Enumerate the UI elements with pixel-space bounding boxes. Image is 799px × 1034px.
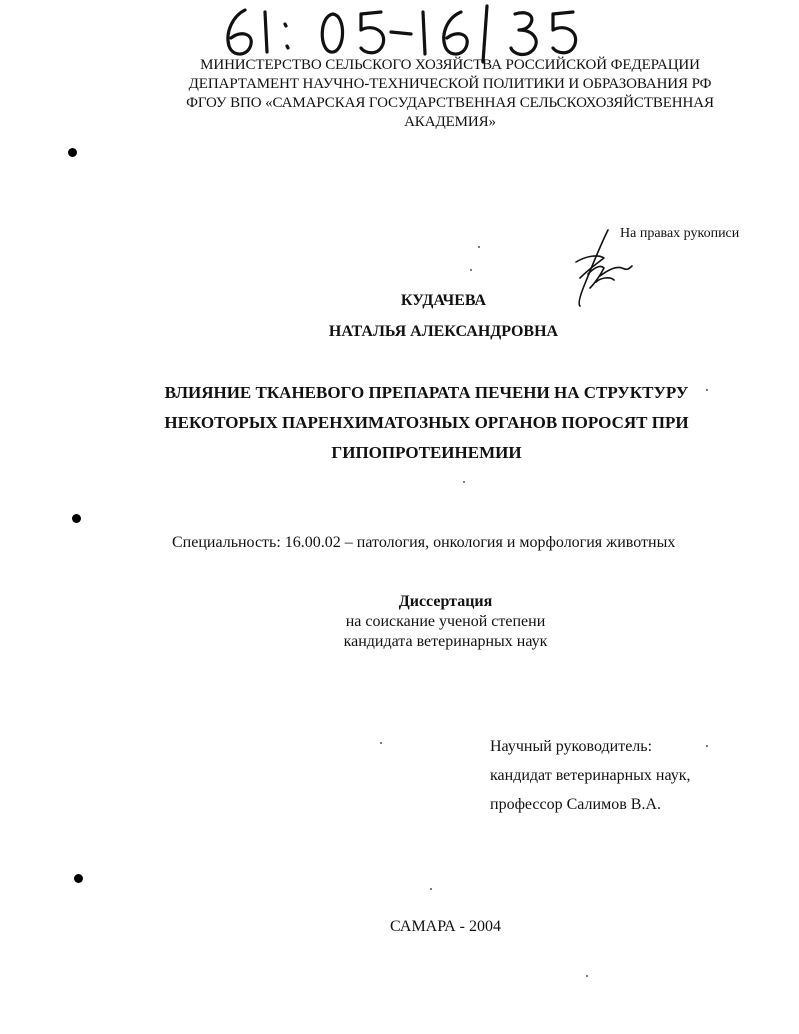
- handwritten-archive-number: [215, 2, 605, 64]
- advisor-degree: кандидат ветеринарных наук,: [490, 767, 691, 784]
- scan-dot: [470, 269, 472, 271]
- specialty-line: Специальность: 16.00.02 – патология, онкология и морфология животных: [172, 534, 676, 551]
- scan-dot: [380, 742, 382, 744]
- scan-speck: [74, 874, 83, 883]
- header-line-3: ФГОУ ВПО «САМАРСКАЯ ГОСУДАРСТВЕННАЯ СЕЛЬСКОХОЗЯЙСТВЕННАЯ: [186, 95, 714, 111]
- scan-dot: [463, 481, 465, 483]
- ministry-header: [100, 56, 799, 132]
- header-line-4: АКАДЕМИЯ»: [404, 114, 496, 130]
- city-year: САМАРА - 2004: [390, 918, 501, 935]
- author-surname: КУДАЧЕВА: [400, 292, 487, 309]
- scan-dot: [586, 975, 588, 977]
- rights-note: На правах рукописи: [620, 226, 740, 241]
- dissertation-heading: Диссертация: [398, 593, 493, 610]
- scan-dot: [430, 888, 432, 890]
- author-given-name: НАТАЛЬЯ АЛЕКСАНДРОВНА: [328, 323, 559, 340]
- title-line-3: ГИПОПРОТЕИНЕМИИ: [331, 443, 522, 462]
- scan-dot: [706, 389, 708, 391]
- dissertation-block: [46, 592, 799, 652]
- scan-dot: [478, 246, 480, 248]
- scan-speck: [68, 148, 77, 157]
- advisor-block: [490, 732, 691, 819]
- scan-dot: [706, 745, 708, 747]
- header-line-2: ДЕПАРТАМЕНТ НАУЧНО-ТЕХНИЧЕСКОЙ ПОЛИТИКИ И ОБРАЗОВАНИЯ РФ: [188, 76, 712, 92]
- scan-speck: [72, 514, 81, 523]
- thesis-title: [54, 378, 799, 468]
- dissertation-line-2: кандидата ветеринарных наук: [343, 633, 548, 650]
- advisor-label: Научный руководитель:: [490, 738, 653, 755]
- title-line-2: НЕКОТОРЫХ ПАРЕНХИМАТОЗНЫХ ОРГАНОВ ПОРОСЯТ ПРИ: [164, 413, 689, 432]
- title-line-1: ВЛИЯНИЕ ТКАНЕВОГО ПРЕПАРАТА ПЕЧЕНИ НА СТРУКТУРУ: [164, 383, 689, 402]
- header-line-1: МИНИСТЕРСТВО СЕЛЬСКОГО ХОЗЯЙСТВА РОССИЙСКОЙ ФЕДЕРАЦИИ: [200, 57, 700, 73]
- dissertation-line-1: на соискание ученой степени: [345, 613, 546, 630]
- advisor-name: профессор Салимов В.А.: [490, 796, 661, 813]
